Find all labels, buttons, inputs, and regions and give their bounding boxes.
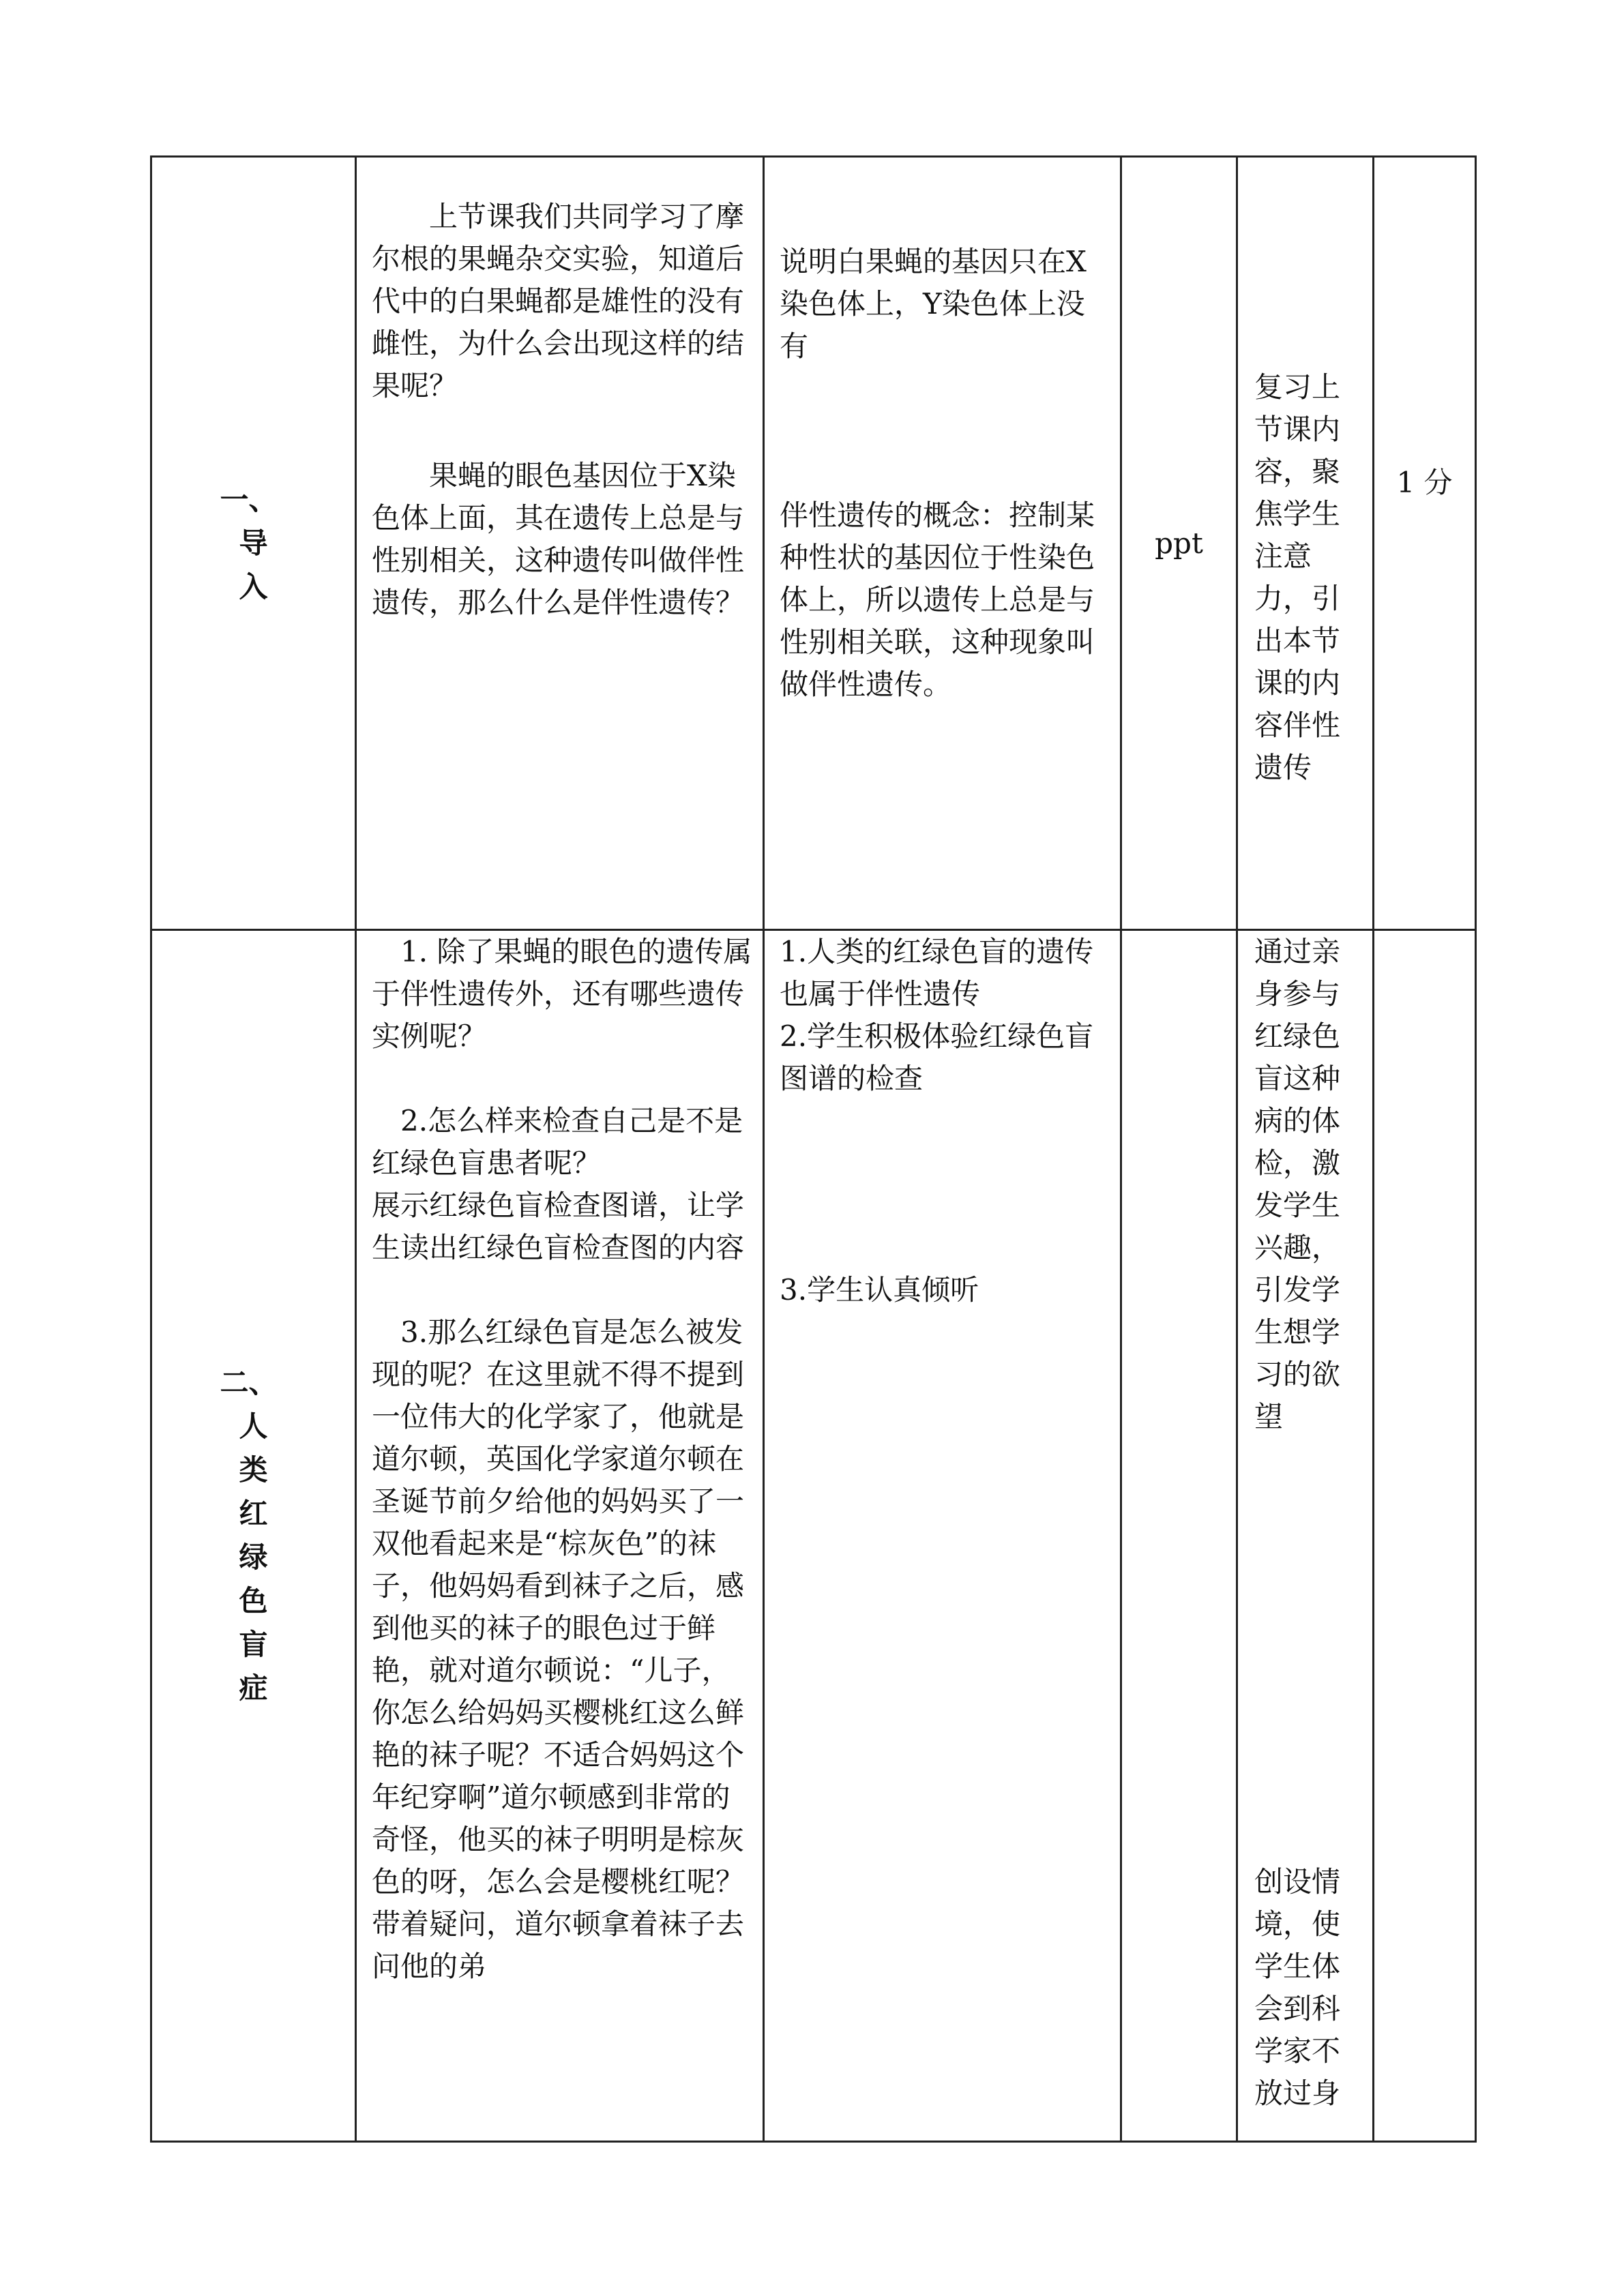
teacher-text: 上节课我们共同学习了摩尔根的果蝇杂交实验，知道后代中的白果蝇都是雄性的没有雌性，为什么会出现这样的结果呢？ <box>372 200 745 402</box>
table-row <box>151 930 1476 2142</box>
teacher-activity-cell <box>356 930 764 2142</box>
time-text: 1 分 <box>1396 465 1453 499</box>
stage-char: 入 <box>239 569 268 603</box>
stage-char: 红 <box>239 1496 268 1530</box>
student-text: 说明白果蝇的基因只在X染色体上，Y染色体上没有 <box>780 245 1087 363</box>
lesson-plan-table <box>150 155 1477 2143</box>
student-text: 2.学生积极体验红绿色盲图谱的检查 <box>780 1019 1094 1095</box>
intent-text: 复习上节课内容，聚焦学生注意力，引出本节课的内容伴性遗传 <box>1254 370 1341 784</box>
stage-number: 一、 <box>220 482 278 516</box>
stage-char: 色 <box>239 1583 268 1617</box>
teacher-text: 2.怎么样来检查自己是不是红绿色盲患者呢？ <box>372 1104 743 1180</box>
stage-char: 症 <box>239 1671 268 1705</box>
student-activity-cell <box>764 157 1121 930</box>
teacher-text: 3.那么红绿色盲是怎么被发现的呢？在这里就不得不提到一位伟大的化学家了，他就是道尔顿，英国化学家道尔顿在圣诞节前夕给他的妈妈买了一双他看起来是“棕灰色”的袜子，他妈妈看到袜子之后，感到他买的袜子的眼色过于鲜艳，就对道尔顿说：“儿子，你怎么给妈妈买樱桃红这么鲜艳的袜子呢？不适合妈妈这个年纪穿啊”道尔顿感到非常的奇怪，他买的袜子明明是棕灰色的呀，怎么会是樱桃红呢？带着疑问，道尔顿拿着袜子去问他的弟 <box>372 1315 745 1983</box>
teacher-text: 果蝇的眼色基因位于X染色体上面，其在遗传上总是与性别相关，这种遗传叫做伴性遗传，那么什么是伴性遗传？ <box>372 459 745 619</box>
stage-char: 人 <box>239 1409 268 1443</box>
media-text: ppt <box>1155 526 1203 560</box>
teacher-text: 展示红绿色盲检查图谱，让学生读出红绿色盲检查图的内容 <box>372 1189 745 1264</box>
stage-cell <box>151 930 356 2142</box>
time-cell <box>1374 930 1476 2142</box>
stage-char: 导 <box>239 526 268 560</box>
design-intent-cell <box>1237 157 1374 930</box>
intent-text: 创设情境，使学生体会到科学家不放过身 <box>1254 1865 1341 2110</box>
teacher-activity-cell <box>356 157 764 930</box>
design-intent-cell <box>1237 930 1374 2142</box>
student-text: 3.学生认真倾听 <box>780 1273 979 1307</box>
student-text: 伴性遗传的概念：控制某种性状的基因位于性染色体上，所以遗传上总是与性别相关联，这种现象叫做伴性遗传。 <box>780 498 1095 701</box>
stage-number: 二、 <box>220 1365 278 1399</box>
stage-char: 盲 <box>239 1627 268 1661</box>
media-cell <box>1121 157 1237 930</box>
media-cell <box>1121 930 1237 2142</box>
student-activity-cell <box>764 930 1121 2142</box>
stage-char: 类 <box>239 1452 268 1487</box>
stage-cell <box>151 157 356 930</box>
stage-char: 绿 <box>239 1540 268 1574</box>
time-cell <box>1374 157 1476 930</box>
student-text: 1.人类的红绿色盲的遗传也属于伴性遗传 <box>780 935 1094 1011</box>
table-row <box>151 157 1476 930</box>
teacher-text: 1. 除了果蝇的眼色的遗传属于伴性遗传外，还有哪些遗传实例呢？ <box>372 935 752 1053</box>
intent-text: 通过亲身参与红绿色盲这种病的体检，激发学生兴趣，引发学生想学习的欲望 <box>1254 935 1341 1433</box>
